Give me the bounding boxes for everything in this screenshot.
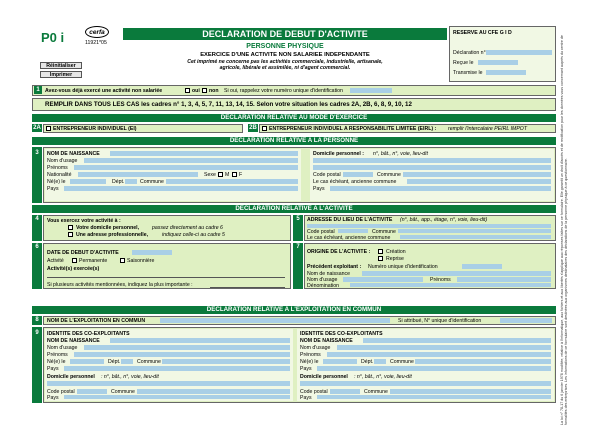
dept-left-label: Dépt.: [108, 359, 121, 365]
exploitation-title: DECLARATION RELATIVE A L'EXPLOITATION EN COMMUN: [32, 306, 556, 314]
nom-naissance-field[interactable]: [110, 151, 298, 156]
commune2-left-label: Commune: [111, 389, 135, 395]
precedent-num-label: Numéro unique d'identification: [368, 264, 438, 270]
domicile-right-label: Domicile personnel: [300, 374, 348, 380]
opt1-label: Votre domicile personnel,: [76, 225, 140, 231]
precedent-nom-naissance-label: Nom de naissance: [307, 271, 350, 277]
section-7-number: 7: [293, 243, 303, 289]
nationalite-label: Nationalité: [47, 172, 72, 178]
section-3-number: 3: [32, 147, 42, 203]
personne-title: DECLARATION RELATIVE A LA PERSONNE: [32, 137, 556, 145]
prenoms-right-field[interactable]: [327, 352, 551, 357]
domicile-left-hint: : n°, bât., n°, voie, lieu-dit: [101, 374, 159, 380]
ei-label: ENTREPRENEUR INDIVIDUEL (EI): [53, 126, 137, 132]
adresse-commune-field[interactable]: [398, 229, 551, 233]
nom-naissance-right-field[interactable]: [363, 338, 551, 343]
nom-exploitation-label: NOM DE L'EXPLOITATION EN COMMUN: [47, 318, 146, 324]
non-checkbox[interactable]: [202, 88, 207, 93]
pays2-right-label: Pays: [300, 395, 312, 401]
note-line-1: Cet imprimé ne concerne pas les activités commerciale, industrielle, artisanale,: [187, 59, 383, 65]
numero-field[interactable]: [486, 50, 552, 55]
prenoms-field[interactable]: [74, 165, 298, 170]
nom-usage-label: Nom d'usage: [47, 158, 78, 164]
date-debut-field[interactable]: [132, 250, 172, 255]
domicile-pays-label: Pays: [313, 186, 325, 192]
eirl-label: ENTREPRENEUR INDIVIDUEL A RESPONSABILITE LIMITEE (EIRL) :: [269, 126, 437, 132]
transmise-field[interactable]: [486, 70, 526, 75]
sexe-f-label: F: [239, 172, 243, 178]
ancienne-commune-label: Le cas échéant, ancienne commune: [313, 179, 397, 185]
precedent-nom-naissance-field[interactable]: [362, 271, 551, 276]
section-1-number: 1: [34, 86, 42, 94]
commune2-left-field[interactable]: [137, 389, 290, 394]
domicile-field-1[interactable]: [313, 158, 551, 163]
ne-le-label: Né(e) le: [47, 179, 66, 185]
identite-label-right: IDENTITE DES CO-EXPLOITANTS: [300, 331, 383, 337]
n2b-number: 2B: [249, 125, 257, 131]
commune-field[interactable]: [166, 179, 298, 184]
commune-label: Commune: [140, 179, 164, 185]
sexe-m-checkbox[interactable]: [218, 172, 223, 177]
denomination-field[interactable]: [350, 283, 551, 287]
nationalite-field[interactable]: [78, 172, 198, 177]
eirl-note: remplir l'intercalaire PEIRL IMPOT: [448, 126, 528, 132]
ne-le-right-field[interactable]: [323, 359, 357, 364]
dept-right-field[interactable]: [374, 359, 386, 364]
sexe-label: Sexe: [204, 172, 216, 178]
adresse-ancienne-field[interactable]: [400, 235, 551, 239]
pays-right-field[interactable]: [317, 366, 551, 371]
exercice-line: EXERCICE D'UNE ACTIVITE NON SALARIEE INDEPENDANTE: [200, 52, 370, 58]
ne-le-left-label: Né(e) le: [47, 359, 66, 365]
exercez-label: Vous exercez votre activité à :: [47, 218, 121, 224]
pays2-left-label: Pays: [47, 395, 59, 401]
commune2-right-field[interactable]: [390, 389, 551, 394]
pays-label: Pays: [47, 186, 59, 192]
pays-left-field[interactable]: [64, 366, 290, 371]
adresse-ancienne-label: Le cas échéant, ancienne commune: [307, 235, 391, 241]
domicile-commune-field[interactable]: [403, 172, 551, 177]
commune-left-label: Commune: [137, 359, 161, 365]
domicile-label: Domicile personnel :: [313, 151, 365, 157]
form-code: P0 i: [41, 30, 65, 45]
reset-button[interactable]: Réinitialiser: [40, 62, 82, 69]
nom-naissance-label: NOM DE NAISSANCE: [47, 151, 100, 157]
dept-field[interactable]: [125, 179, 137, 184]
domicile-left-label: Domicile personnel: [47, 374, 95, 380]
s1-id-field[interactable]: [350, 88, 392, 93]
pays-left-label: Pays: [47, 366, 59, 372]
transmise-label: Transmise le: [453, 70, 483, 76]
sexe-m-label: M: [225, 172, 230, 178]
recue-label: Reçue le: [453, 60, 474, 66]
commune-right-field[interactable]: [415, 359, 551, 364]
adresse-commune-label: Commune: [372, 229, 396, 235]
plusieurs-label: Si plusieurs activités mentionnées, indiquez la plus importante :: [47, 282, 193, 288]
cp-left-field[interactable]: [77, 389, 107, 394]
reprise-label: Reprise: [386, 256, 404, 262]
prenoms-label: Prénoms: [47, 165, 68, 171]
adresse-field[interactable]: [307, 224, 551, 228]
ancienne-commune-field[interactable]: [407, 179, 551, 184]
domicile-left-field[interactable]: [47, 381, 290, 386]
domicile-hint: n°, bât., n°, voie, lieu-dit: [373, 151, 428, 157]
opt2-note: indiquez celle-ci au cadre 5: [162, 232, 225, 238]
recue-field[interactable]: [478, 60, 518, 65]
precedent-num-field[interactable]: [462, 264, 502, 269]
ne-le-right-label: Né(e) le: [300, 359, 319, 365]
cerfa-number: 11921*05: [85, 40, 107, 46]
commune2-right-label: Commune: [364, 389, 388, 395]
oui-checkbox[interactable]: [185, 88, 190, 93]
si-attribue-label: Si attribué, N° unique d'identification: [398, 318, 482, 324]
activite-label: Activité: [47, 258, 64, 264]
saisonniere-checkbox[interactable]: [120, 258, 125, 263]
note-line-2: agricole, libérale et assimilée, ni d'agent commercial.: [219, 65, 351, 71]
code-postal-label: Code postal: [313, 172, 341, 178]
ne-le-left-field[interactable]: [70, 359, 104, 364]
denomination-label: Dénomination: [307, 283, 340, 289]
ne-le-field[interactable]: [70, 179, 106, 184]
nom-usage-right-field[interactable]: [337, 345, 551, 350]
mode-title: DECLARATION RELATIVE AU MODE D'EXERCICE: [32, 114, 556, 122]
section-4-number: 4: [32, 215, 42, 241]
nom-usage-left-label: Nom d'usage: [47, 345, 78, 351]
plusieurs-line: [210, 287, 285, 288]
identite-label-left: IDENTITE DES CO-EXPLOITANTS: [47, 331, 130, 337]
precedent-prenoms-field[interactable]: [457, 277, 551, 282]
section-6-number: 6: [32, 243, 42, 289]
date-debut-label: DATE DE DEBUT D'ACTIVITE: [47, 250, 119, 256]
nom-usage-right-label: Nom d'usage: [300, 345, 331, 351]
section-5-number: 5: [293, 215, 303, 241]
pays2-left-field[interactable]: [64, 395, 290, 399]
opt2-label: Une adresse professionnelle,: [76, 232, 149, 238]
precedent-nom-usage-field[interactable]: [343, 277, 423, 282]
pays2-right-field[interactable]: [317, 395, 551, 399]
nom-naissance-left-field[interactable]: [110, 338, 290, 343]
creation-checkbox[interactable]: [378, 249, 383, 254]
saisonniere-label: Saisonnière: [127, 258, 155, 264]
side-note: [560, 25, 570, 425]
s1-question: Avez-vous déjà exercé une activité non salariée: [45, 88, 163, 94]
precedent-nom-usage-label: Nom d'usage: [307, 277, 338, 283]
permanente-checkbox[interactable]: [72, 258, 77, 263]
permanente-label: Permanente: [79, 258, 108, 264]
code-postal-field[interactable]: [343, 172, 373, 177]
side-note-text: La loi n° 78-17 du 6 janvier 1978 modifiée, relative à l'informatique, aux fichiers et aux libertés s'applique aux réponses faites sur ce formulaire. Elle garantit un droit d'accès et de rectification pour les données vous concernant auprès du centre de formalités des entreprises. Les informations de ce formulaire sont destinées aux organismes destinataires des déclarations de la personne physique à ce questionnaire.: [560, 35, 568, 425]
domicile-right-field[interactable]: [300, 381, 551, 386]
exercees-label: Activité(s) exercée(s): [47, 266, 100, 272]
non-label: non: [209, 88, 219, 94]
s1-followup: Si oui, rappelez votre numéro unique d'identification: [224, 88, 343, 94]
cerfa-logo: cerfa: [85, 26, 109, 38]
si-attribue-field[interactable]: [500, 318, 552, 323]
pays-right-label: Pays: [300, 366, 312, 372]
adresse-cp-field[interactable]: [338, 229, 368, 233]
print-button[interactable]: Imprimer: [40, 71, 82, 78]
eirl-checkbox[interactable]: [262, 126, 267, 131]
page-subtitle: PERSONNE PHYSIQUE: [246, 43, 324, 50]
n2a-number: 2A: [33, 125, 41, 131]
reserve-box: [449, 26, 556, 82]
section-9-number: 9: [32, 327, 42, 403]
adresse-label: ADRESSE DU LIEU DE L'ACTIVITE: [307, 217, 393, 223]
prenoms-left-field[interactable]: [74, 352, 290, 357]
nom-exploitation-field[interactable]: [160, 318, 390, 323]
nom-usage-field[interactable]: [84, 158, 298, 163]
domicile-commune-label: Commune: [377, 172, 401, 178]
precedent-prenoms-label: Prénoms: [430, 277, 451, 283]
origine-label: ORIGINE DE L'ACTIVITE :: [307, 249, 371, 255]
cp-left-label: Code postal: [47, 389, 75, 395]
adresse-cp-label: Code postal: [307, 229, 335, 235]
prenoms-right-label: Prénoms: [300, 352, 321, 358]
page-title: DECLARATION DE DEBUT D'ACTIVITE: [123, 28, 447, 40]
commune-left-field[interactable]: [162, 359, 290, 364]
numero-label: Déclaration n°: [453, 50, 486, 56]
adresse-hint: (n°, bât., app., étage, n°, voie, lieu-dit): [400, 217, 488, 223]
section-8-number: 8: [32, 316, 42, 325]
creation-label: Création: [386, 249, 406, 255]
precedent-label: Précédent exploitant :: [307, 264, 362, 270]
nom-naissance-left-label: NOM DE NAISSANCE: [47, 338, 100, 344]
activite-title: DECLARATION RELATIVE A L'ACTIVITE: [32, 205, 556, 213]
domicile-pays-field[interactable]: [330, 186, 551, 191]
domicile-right-hint: : n°, bât., n°, voie, lieu-dit: [354, 374, 412, 380]
pays-field[interactable]: [64, 186, 298, 191]
dept-left-field[interactable]: [121, 359, 133, 364]
remplir-text: REMPLIR DANS TOUS LES CAS les cadres n° 1, 3, 4, 5, 7, 11, 13, 14, 15. Selon votre situation les cadres 2A, 2B, 6, 8, 9, 10, 12: [45, 101, 412, 108]
opt2-checkbox[interactable]: [68, 232, 73, 237]
reserve-title: RESERVE AU CFE G I D: [453, 30, 512, 36]
sexe-f-checkbox[interactable]: [232, 172, 237, 177]
ei-checkbox[interactable]: [46, 126, 51, 131]
exercees-line-1: [47, 277, 285, 278]
opt1-note: passez directement au cadre 6: [152, 225, 223, 231]
prenoms-left-label: Prénoms: [47, 352, 68, 358]
cp-right-field[interactable]: [330, 389, 360, 394]
dept-label: Dépt.: [112, 179, 125, 185]
reprise-checkbox[interactable]: [378, 256, 383, 261]
commune-right-label: Commune: [390, 359, 414, 365]
cp-right-label: Code postal: [300, 389, 328, 395]
oui-label: oui: [192, 88, 200, 94]
domicile-field-2[interactable]: [313, 165, 551, 170]
nom-usage-left-field[interactable]: [84, 345, 290, 350]
nom-naissance-right-label: NOM DE NAISSANCE: [300, 338, 353, 344]
dept-right-label: Dépt.: [361, 359, 374, 365]
opt1-checkbox[interactable]: [68, 225, 73, 230]
